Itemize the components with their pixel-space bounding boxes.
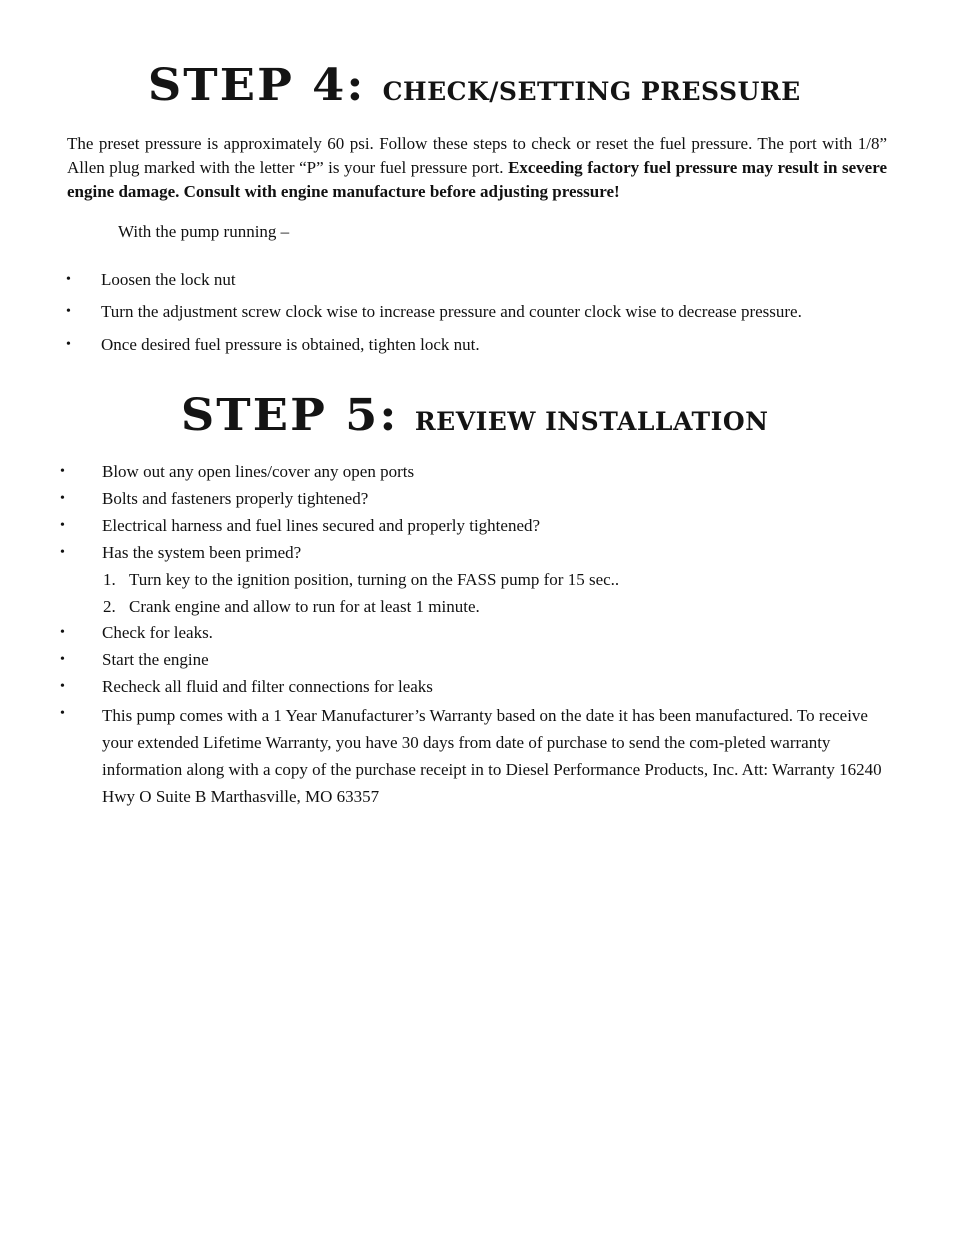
step-4-intro-paragraph: [67, 132, 887, 204]
pump-running-label: With the pump running –: [118, 222, 290, 241]
bullet-icon: •: [60, 464, 65, 479]
bullet-icon: •: [66, 272, 71, 287]
step-5-heading: [0, 390, 954, 441]
bullet-icon: •: [60, 518, 65, 533]
step-4-number: STEP 4:: [148, 60, 366, 111]
intro-warning-text: Exceeding factory fuel pressure may result in severe engine damage. Consult with engine manufacture before adjusting pressure!: [67, 158, 887, 201]
numbered-item-text: Crank engine and allow to run for at least 1 minute.: [129, 597, 480, 616]
list-item-text: Bolts and fasteners properly tightened?: [102, 489, 369, 508]
bullet-icon: •: [60, 679, 65, 694]
numbered-item-text: Turn key to the ignition position, turning on the FASS pump for 15 sec..: [129, 570, 620, 589]
intro-text: The preset pressure is approximately 60 psi. Follow these steps to check or reset the fuel pressure. The port with 1/8” Allen plug marked with the letter “P” is your fuel pressure port.: [67, 134, 887, 177]
bullet-icon: •: [60, 625, 65, 640]
bullet-icon: •: [60, 652, 65, 667]
warranty-text: This pump comes with a 1 Year Manufacturer’s Warranty based on the date it has been manufactured. To receive your extended Lifetime Warranty, you have 30 days from date of purchase to send the com-pleted warranty information along with a copy of the purchase receipt in to Diesel Performance Products, Inc. Att: Warranty 16240 Hwy O Suite B Marthasville, MO 63357: [102, 706, 882, 806]
bullet-icon: •: [66, 337, 71, 352]
list-item-text: Start the engine: [102, 650, 209, 669]
item-number: 1.: [103, 570, 116, 589]
list-item-text: Blow out any open lines/cover any open ports: [102, 462, 415, 481]
step-5-title: REVIEW INSTALLATION: [414, 407, 769, 436]
list-item-text: Recheck all fluid and filter connections for leaks: [102, 677, 433, 696]
step-4-title: CHECK/SETTING PRESSURE: [382, 77, 801, 106]
step-5-number: STEP 5:: [180, 390, 399, 441]
list-item-text: Electrical harness and fuel lines secured and properly tightened?: [102, 516, 541, 535]
bullet-icon: •: [66, 304, 71, 319]
list-item-text: Check for leaks.: [102, 623, 213, 642]
item-number: 2.: [103, 597, 116, 616]
bullet-icon: •: [60, 706, 65, 721]
list-item-text: Once desired fuel pressure is obtained, tighten lock nut.: [101, 335, 480, 354]
list-item-text: Turn the adjustment screw clock wise to increase pressure and counter clock wise to decrease pressure.: [101, 302, 802, 321]
list-item-text: Has the system been primed?: [102, 543, 302, 562]
bullet-icon: •: [60, 545, 65, 560]
step-4-heading: [0, 60, 954, 111]
list-item-text: Loosen the lock nut: [101, 270, 236, 289]
bullet-icon: •: [60, 491, 65, 506]
